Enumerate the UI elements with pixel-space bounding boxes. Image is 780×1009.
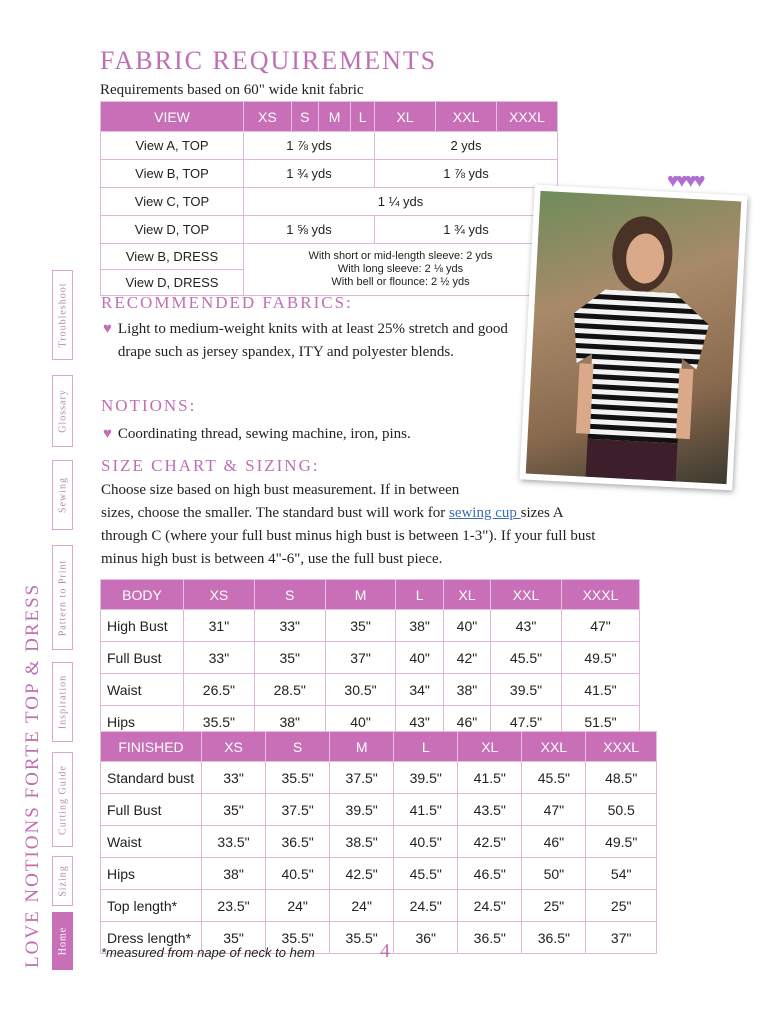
table-row [101,244,558,270]
col-header: L [351,102,375,132]
measurement-cell: 39.5" [394,762,458,794]
measurement-cell: 45.5" [394,858,458,890]
table-row [101,890,657,922]
measurement-cell: 51.5" [561,706,639,738]
col-header: S [291,102,318,132]
measurement-cell: 38" [443,674,490,706]
size-chart-intro [101,479,691,571]
measurement-cell: 38.5" [330,826,394,858]
recommended-text: Light to medium-weight knits with at least 25% stretch and good drape such as jersey spandex, ITY and polyester blends. [117,321,508,360]
measurement-cell: 43" [396,706,443,738]
col-header: XS [202,732,266,762]
col-header: XL [458,732,522,762]
vertical-pattern-title: LOVE NOTIONS FORTE TOP & DRESS [22,582,43,968]
measurement-cell: 33" [184,642,255,674]
measurement-cell: 35.5" [266,762,330,794]
measurement-cell: 24.5" [458,890,522,922]
measurement-cell: 37" [325,642,396,674]
side-tab-label: Inspiration [57,674,68,730]
measurement-cell: 34" [396,674,443,706]
measurement-cell: 43.5" [458,794,522,826]
notions-heading: NOTIONS: [101,396,197,415]
measurement-cell: 31" [184,610,255,642]
side-tab-glossary[interactable] [52,375,73,447]
measurement-cell: 47.5" [491,706,562,738]
yardage-cell: 1 ⅝ yds [244,216,375,244]
measurement-cell: 36.5" [266,826,330,858]
measurement-cell: 24" [266,890,330,922]
side-tab-pattern-to-print[interactable] [52,545,73,650]
measurement-cell: 33.5" [202,826,266,858]
view-label: View B, TOP [101,160,244,188]
measurement-cell: 38" [396,610,443,642]
measurement-cell: 36.5" [458,922,522,954]
side-tab-sizing[interactable] [52,856,73,906]
row-label: Hips [101,858,202,890]
measurement-cell: 24.5" [394,890,458,922]
measurement-cell: 35.5" [266,922,330,954]
yardage-cell: 1 ⅞ yds [244,132,375,160]
finished-measurements-table [100,731,657,954]
measurement-cell: 36.5" [522,922,586,954]
measurement-cell: 24" [330,890,394,922]
notions-item [103,423,538,446]
measurement-cell: 35.5" [330,922,394,954]
measurement-cell: 49.5" [586,826,657,858]
measurement-cell: 40.5" [394,826,458,858]
view-label: View D, DRESS [101,270,244,296]
measurement-cell: 54" [586,858,657,890]
col-header: XXXL [561,580,639,610]
intro-text: sizes, choose the smaller. The standard bust will work for [101,505,449,521]
intro-line: Choose size based on high bust measurement. If in between [101,482,460,498]
striped-top-illustration [526,191,742,484]
side-tab-troubleshoot[interactable] [52,270,73,360]
hearts-decoration-icon: ♥♥♥♥ [667,170,703,192]
col-header: XXL [436,102,497,132]
heart-bullet-icon: ♥ [103,426,112,442]
fabric-subtitle: Requirements based on 60" wide knit fabric [100,82,364,98]
measurement-cell: 41.5" [394,794,458,826]
yardage-cell: 1 ⅞ yds [375,160,558,188]
col-header: XL [375,102,436,132]
measurement-cell: 50" [522,858,586,890]
row-label: Dress length* [101,922,202,954]
col-header: VIEW [101,102,244,132]
col-header: L [394,732,458,762]
col-header: XXL [491,580,562,610]
view-label: View B, DRESS [101,244,244,270]
heart-bullet-icon: ♥ [103,321,112,337]
dress-note-line: With long sleeve: 2 ⅛ yds [337,263,464,275]
measurement-cell: 35" [202,794,266,826]
measurement-cell: 35" [254,642,325,674]
measurement-cell: 37.5" [266,794,330,826]
table-row [101,674,640,706]
table-row [101,610,640,642]
col-header: FINISHED [101,732,202,762]
table-row [101,858,657,890]
measurement-cell: 26.5" [184,674,255,706]
measurement-cell: 39.5" [330,794,394,826]
measurement-cell: 45.5" [522,762,586,794]
size-chart-heading: SIZE CHART & SIZING: [101,456,320,475]
col-header: XS [184,580,255,610]
yardage-cell: 1 ¾ yds [244,160,375,188]
measurement-cell: 28.5" [254,674,325,706]
dress-note-line: With bell or flounce: 2 ½ yds [331,276,470,288]
dress-note-line: With short or mid-length sleeve: 2 yds [308,250,493,262]
footnote: *measured from nape of neck to hem [101,945,315,960]
row-label: High Bust [101,610,184,642]
measurement-cell: 47" [522,794,586,826]
table-row [101,132,558,160]
side-tab-label: Home [57,926,68,956]
table-row [101,826,657,858]
view-label: View D, TOP [101,216,244,244]
photo-image [526,191,742,484]
measurement-cell: 48.5" [586,762,657,794]
measurement-cell: 42" [443,642,490,674]
measurement-cell: 46.5" [458,858,522,890]
table-row [101,762,657,794]
row-label: Waist [101,674,184,706]
body-measurements-table [100,579,640,738]
measurement-cell: 42.5" [458,826,522,858]
measurement-cell: 36" [394,922,458,954]
dress-note-cell [244,244,558,296]
row-label: Waist [101,826,202,858]
table-row [101,642,640,674]
measurement-cell: 46" [443,706,490,738]
measurement-cell: 43" [491,610,562,642]
measurement-cell: 49.5" [561,642,639,674]
measurement-cell: 46" [522,826,586,858]
measurement-cell: 40" [325,706,396,738]
col-header: XL [443,580,490,610]
view-label: View A, TOP [101,132,244,160]
sewing-cup-link[interactable]: sewing cup [448,505,521,521]
row-label: Standard bust [101,762,202,794]
intro-line [101,502,691,525]
measurement-cell: 23.5" [202,890,266,922]
table-row [101,794,657,826]
col-header: S [266,732,330,762]
view-label: View C, TOP [101,188,244,216]
yardage-cell: 1 ¼ yds [244,188,558,216]
col-header: S [254,580,325,610]
measurement-cell: 35" [325,610,396,642]
measurement-cell: 47" [561,610,639,642]
side-tab-label: Troubleshoot [57,282,68,348]
col-header: L [396,580,443,610]
side-tab-label: Glossary [57,389,68,433]
side-tab-sewing[interactable] [52,460,73,530]
col-header: XXXL [586,732,657,762]
recommended-heading: RECOMMENDED FABRICS: [101,293,353,312]
notions-text: Coordinating thread, sewing machine, iron, pins. [117,426,411,442]
measurement-cell: 50.5 [586,794,657,826]
col-header: BODY [101,580,184,610]
side-tab-label: Cutting Guide [57,764,68,835]
row-label: Full Bust [101,794,202,826]
measurement-cell: 40" [443,610,490,642]
row-label: Hips [101,706,184,738]
measurement-cell: 39.5" [491,674,562,706]
side-tab-label: Sizing [57,865,68,897]
table-row [101,188,558,216]
page-title: FABRIC REQUIREMENTS [100,46,438,75]
measurement-cell: 38" [254,706,325,738]
recommended-item [103,318,508,364]
col-header: M [330,732,394,762]
measurement-cell: 41.5" [561,674,639,706]
measurement-cell: 33" [202,762,266,794]
page-number: 4 [380,940,390,962]
side-tab-cutting-guide[interactable] [52,752,73,847]
measurement-cell: 41.5" [458,762,522,794]
measurement-cell: 25" [522,890,586,922]
measurement-cell: 40.5" [266,858,330,890]
side-tab-label: Pattern to Print [57,559,68,636]
model-photo [519,185,747,491]
measurement-cell: 45.5" [491,642,562,674]
side-tab-home[interactable] [52,912,73,970]
measurement-cell: 40" [396,642,443,674]
measurement-cell: 37.5" [330,762,394,794]
measurement-cell: 35" [202,922,266,954]
yardage-cell: 1 ¾ yds [375,216,558,244]
measurement-cell: 25" [586,890,657,922]
measurement-cell: 33" [254,610,325,642]
intro-line: minus high bust is between 4"-6", use the full bust piece. [101,551,443,567]
header-row [101,732,657,762]
col-header: XXXL [497,102,558,132]
measurement-cell: 35.5" [184,706,255,738]
measurement-cell: 30.5" [325,674,396,706]
measurement-cell: 37" [586,922,657,954]
side-tab-inspiration[interactable] [52,662,73,742]
fabric-requirements-table [100,101,558,296]
table-row [101,160,558,188]
intro-line: through C (where your full bust minus high bust is between 1-3"). If your full bust [101,528,596,544]
table-row [101,216,558,244]
col-header: XXL [522,732,586,762]
col-header: XS [244,102,292,132]
row-label: Top length* [101,890,202,922]
measurement-cell: 42.5" [330,858,394,890]
intro-text: sizes A [520,505,564,521]
header-row [101,580,640,610]
col-header: M [318,102,350,132]
row-label: Full Bust [101,642,184,674]
yardage-cell: 2 yds [375,132,558,160]
side-tab-label: Sewing [57,477,68,513]
col-header: M [325,580,396,610]
measurement-cell: 38" [202,858,266,890]
